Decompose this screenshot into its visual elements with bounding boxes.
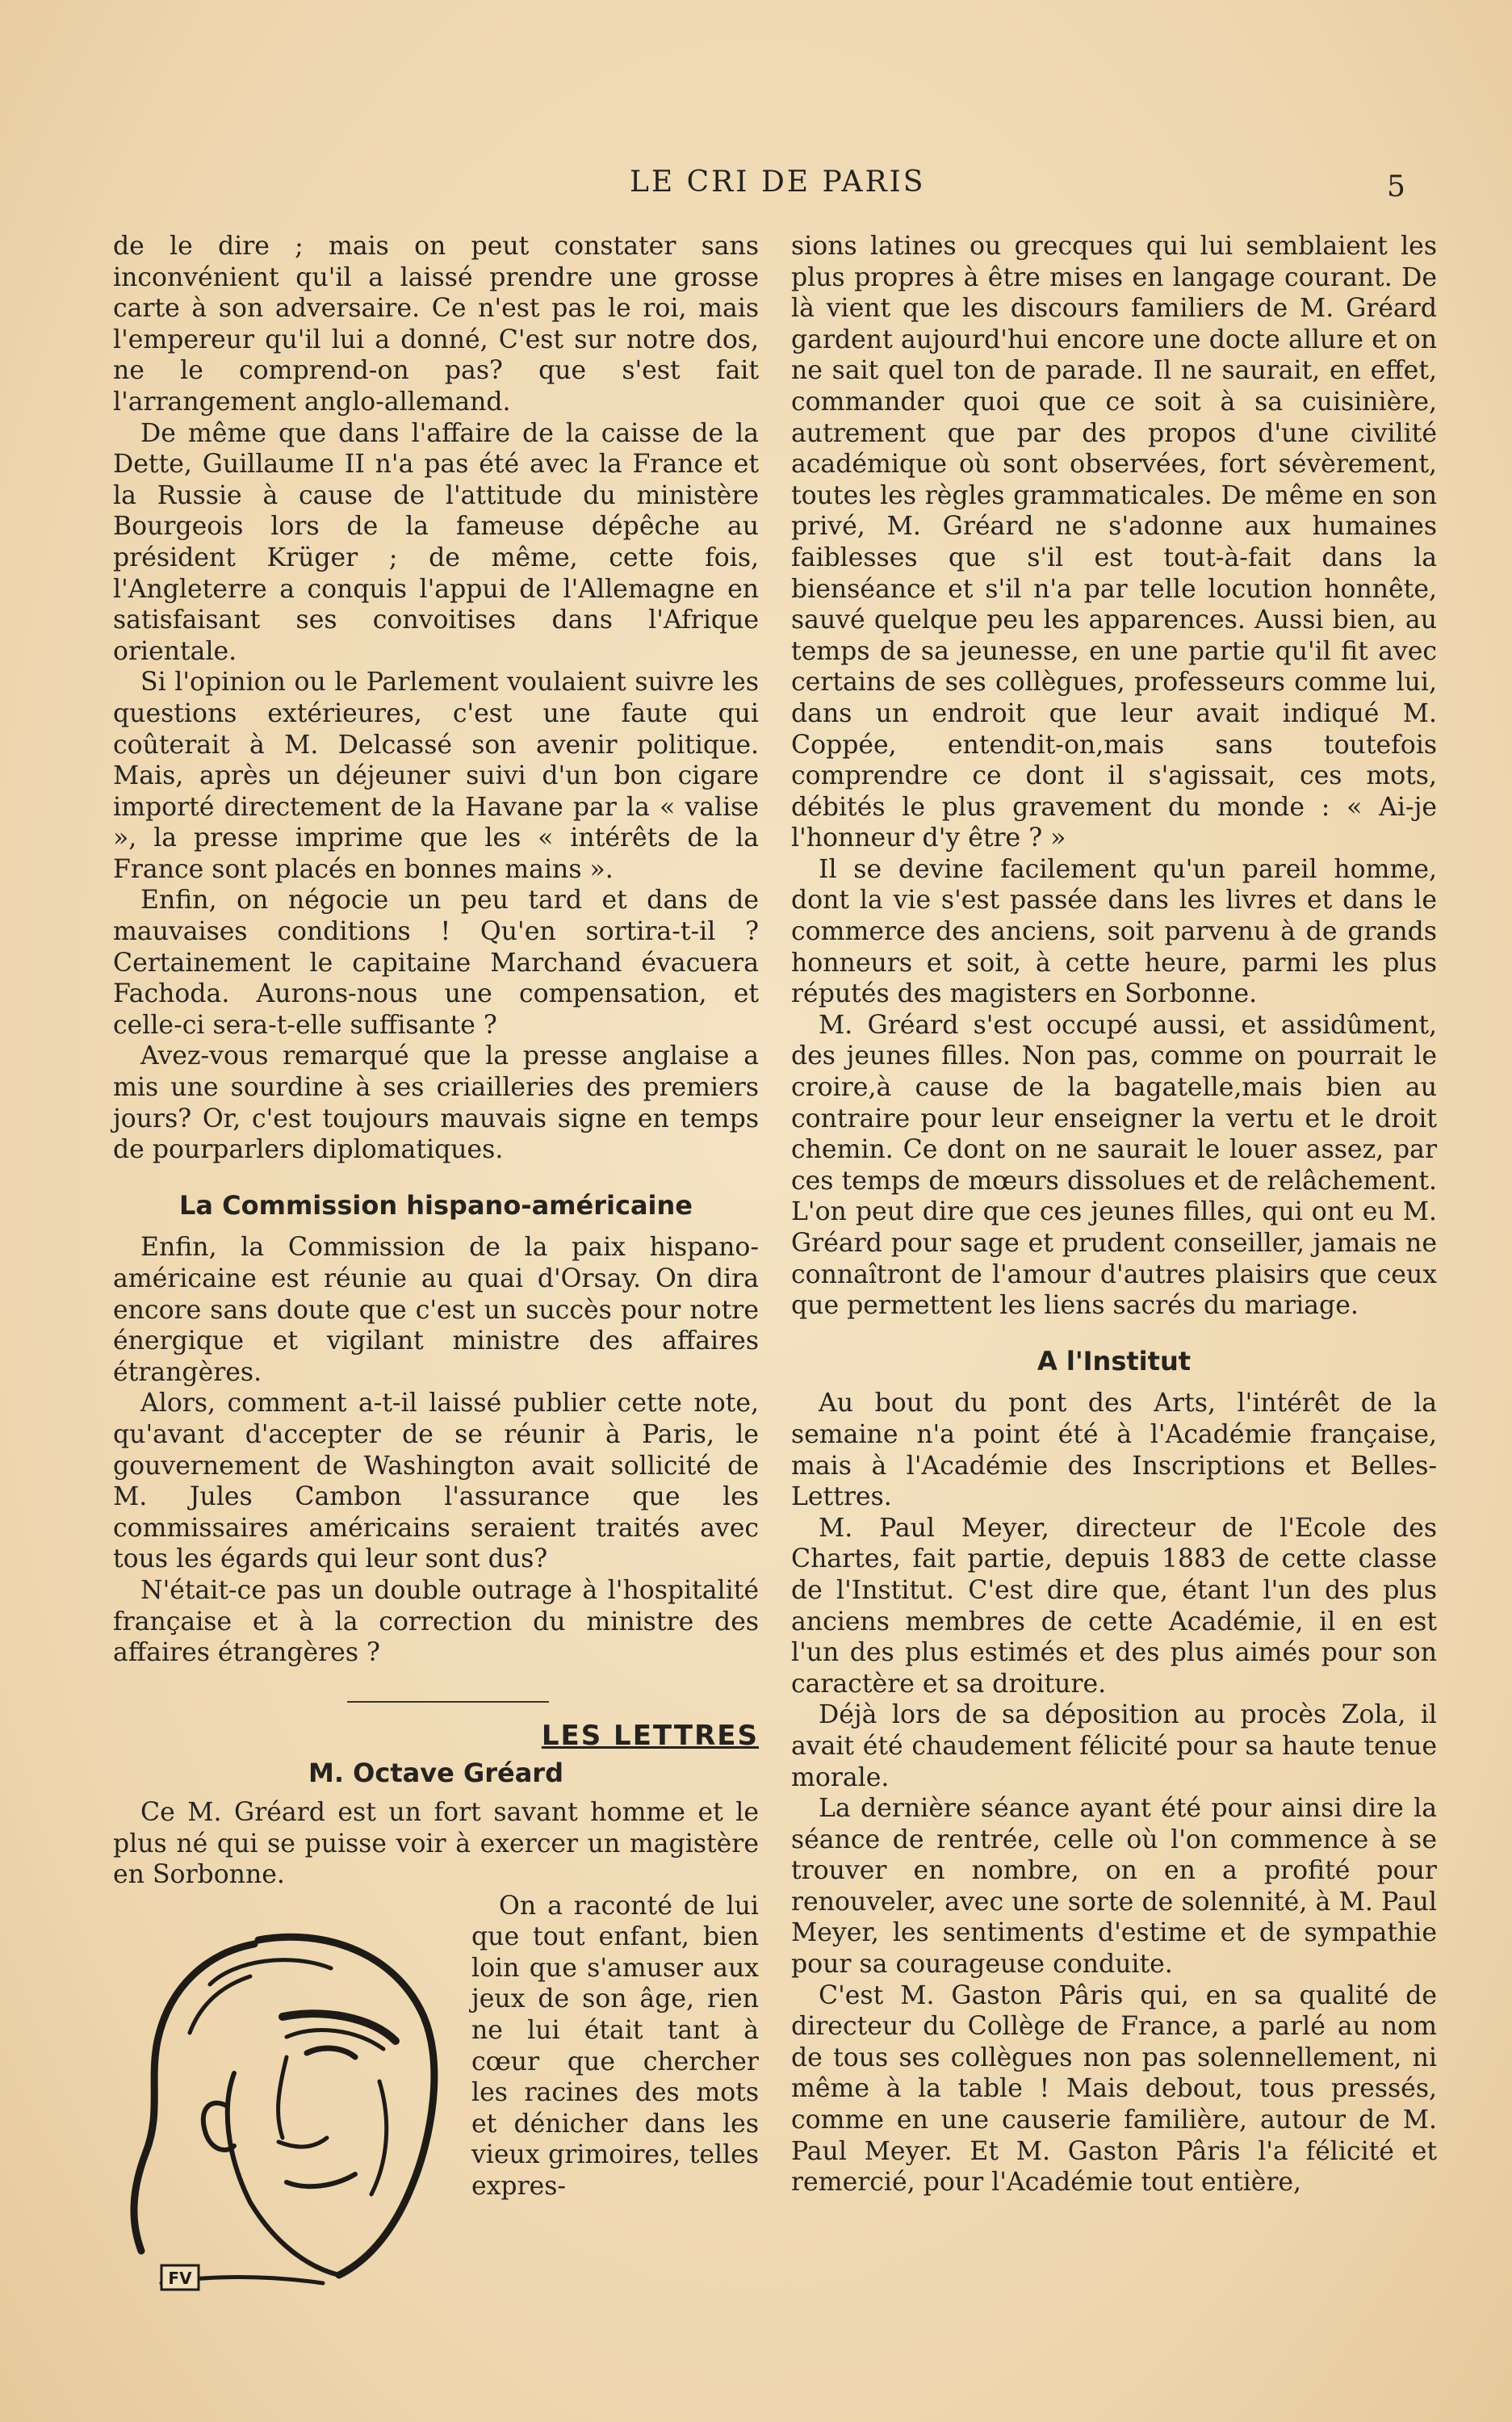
paragraph: M. Paul Meyer, directeur de l'Ecole des Chartes, fait partie, depuis 1883 de cette classe de l'Institut. C'est dire que, étant l'un des plus anciens membres de cette Académie, il en est l'un des plus estimés et des plus aimés pour son caractère et sa droiture. — [791, 1513, 1437, 1699]
running-title: LE CRI DE PARIS — [630, 166, 926, 199]
paragraph: sions latines ou grecques qui lui semblaient les plus propres à être mises en langage courant. De là vient que les discours familiers de M. Gréard gardent aujourd'hui encore une docte allure et on ne sait quel ton de parade. Il ne saurait, en effet, commander quoi que ce soit à sa cuisinière, autrement que par des propos d'une civilité académique où sont observées, fort sévèrement, toutes les règles grammaticales. De même en son privé, M. Gréard ne s'adonne aux humaines faiblesses que s'il est tout-à-fait dans la bienséance et s'il n'a par telle locution honnête, sauvé quelque peu les apparences. Aussi bien, au temps de sa jeunesse, en une partie qu'il fit avec certains de ses collègues, professeurs comme lui, dans un endroit que leur avait indiqué M. Coppée, entendit-on,mais sans toutefois comprendre ce dont il s'agissait, ces mots, débités le plus gravement du monde : « Ai-je l'honneur d'y être ? » — [791, 232, 1437, 853]
paragraph: Au bout du pont des Arts, l'intérêt de la semaine n'a point été à l'Académie française, mais à l'Académie des Inscriptions et Belles-Lettres. — [791, 1389, 1437, 1512]
right-column — [791, 231, 1437, 2198]
paragraph: Il se devine facilement qu'un pareil homme, dont la vie s'est passée dans les livres et dans le commerce des anciens, soit parvenu à de grands honneurs et soit, à cette heure, parmi les plus réputés des magisters en Sorbonne. — [791, 854, 1437, 1009]
paragraph: Ce M. Gréard est un fort savant homme et le plus né qui se puisse voir à exercer un magistère en Sorbonne. — [113, 1797, 759, 1890]
paragraph: M. Gréard s'est occupé aussi, et assidûment, des jeunes filles. Non pas, comme on pourrait le croire,à cause de la bagatelle,mais bien au contraire pour leur enseigner la vertu et le droit chemin. Ce dont on ne saurait le louer assez, par ces temps de mœurs dissolues et de relâchement. L'on peut dire que ces jeunes filles, qui ont eu M. Gréard pour sage et prudent conseiller, jamais ne connaîtront de l'amour d'autres plaisirs que ceux que permettent les liens sacrés du mariage. — [791, 1010, 1437, 1321]
portrait-initials: FV — [168, 2268, 192, 2288]
portrait-illustration — [113, 1896, 460, 2315]
page-number: 5 — [1387, 170, 1405, 203]
section-divider — [347, 1701, 549, 1703]
left-column — [113, 231, 759, 2315]
paragraph: De même que dans l'affaire de la caisse de la Dette, Guillaume II n'a pas été avec la France et la Russie à cause de l'attitude du ministère Bourgeois lors de la fameuse dépêche au président Krüger ; de même, cette fois, l'Angleterre a conquis l'appui de l'Allemagne en satisfaisant ses convoitises dans l'Afrique orientale. — [113, 418, 759, 666]
paragraph: de le dire ; mais on peut constater sans inconvénient qu'il a laissé prendre une grosse carte à son adversaire. Ce n'est pas le roi, mais l'empereur qu'il lui a donné, C'est sur notre dos, ne le comprend-on pas? que s'est fait l'arrangement anglo-allemand. — [113, 232, 759, 417]
section-heading: A l'Institut — [1037, 1345, 1192, 1377]
paragraph: La dernière séance ayant été pour ainsi dire la séance de rentrée, celle où l'on commence à se trouver en nombre, on en a profité pour renouveler, avec une sorte de solennité, à M. Paul Meyer, les sentiments d'estime et de sympathie pour sa courageuse conduite. — [791, 1794, 1437, 1980]
paragraph: Déjà lors de sa déposition au procès Zola, il avait été chaudement félicité pour sa haute tenue morale. — [791, 1700, 1437, 1792]
rubric-heading: LES LETTRES — [541, 1719, 759, 1752]
paragraph: Enfin, on négocie un peu tard et dans de mauvaises conditions ! Qu'en sortira-t-il ? Certainement le capitaine Marchand évacuera Fachoda. Aurons-nous une compensation, et celle-ci sera-t-elle suffisante ? — [113, 886, 759, 1040]
page-header — [0, 166, 1512, 214]
paragraph: Avez-vous remarqué que la presse anglaise a mis une sourdine à ses criailleries des premiers jours? Or, c'est toujours mauvais signe en temps de pourparlers diplomatiques. — [113, 1041, 759, 1165]
paragraph: Enfin, la Commission de la paix hispano-américaine est réunie au quai d'Orsay. On dira encore sans doute que c'est un succès pour notre énergique et vigilant ministre des affaires étrangères. — [113, 1233, 759, 1387]
article-heading: M. Octave Gréard — [308, 1758, 563, 1789]
paragraph: Alors, comment a-t-il laissé publier cette note, qu'avant d'accepter de se réunir à Paris, le gouvernement de Washington avait sollicité de M. Jules Cambon l'assurance que les commissaires américains seraient traités avec tous les égards qui leur sont dus? — [113, 1389, 759, 1574]
paragraph: C'est M. Gaston Pâris qui, en sa qualité de directeur du Collège de France, a parlé au nom de tous ses collègues non pas solennellement, ni même à la table ! Mais debout, tous pressés, comme en une causerie familière, autour de M. Paul Meyer. Et M. Gaston Pâris l'a félicité et remercié, pour l'Académie tout entière, — [791, 1980, 1437, 2198]
paragraph: Si l'opinion ou le Parlement voulaient suivre les questions extérieures, c'est une faute qui coûterait à M. Delcassé son avenir politique. Mais, après un déjeuner suivi d'un bon cigare importé directement de la Havane par la « valise », la presse imprime que les « intérêts de la France sont placés en bonnes mains ». — [113, 668, 759, 884]
paragraph: N'était-ce pas un double outrage à l'hospitalité française et à la correction du ministre des affaires étrangères ? — [113, 1575, 759, 1668]
section-heading: La Commission hispano-américaine — [179, 1189, 693, 1221]
portrait-drawing — [113, 1896, 460, 2315]
paragraph: On a raconté de lui que tout enfant, bien loin que s'amuser aux jeux de son âge, rien ne lui était tant à cœur que chercher les racines des mots et dénicher dans les vieux grimoires, telles expres- — [471, 1891, 759, 2202]
